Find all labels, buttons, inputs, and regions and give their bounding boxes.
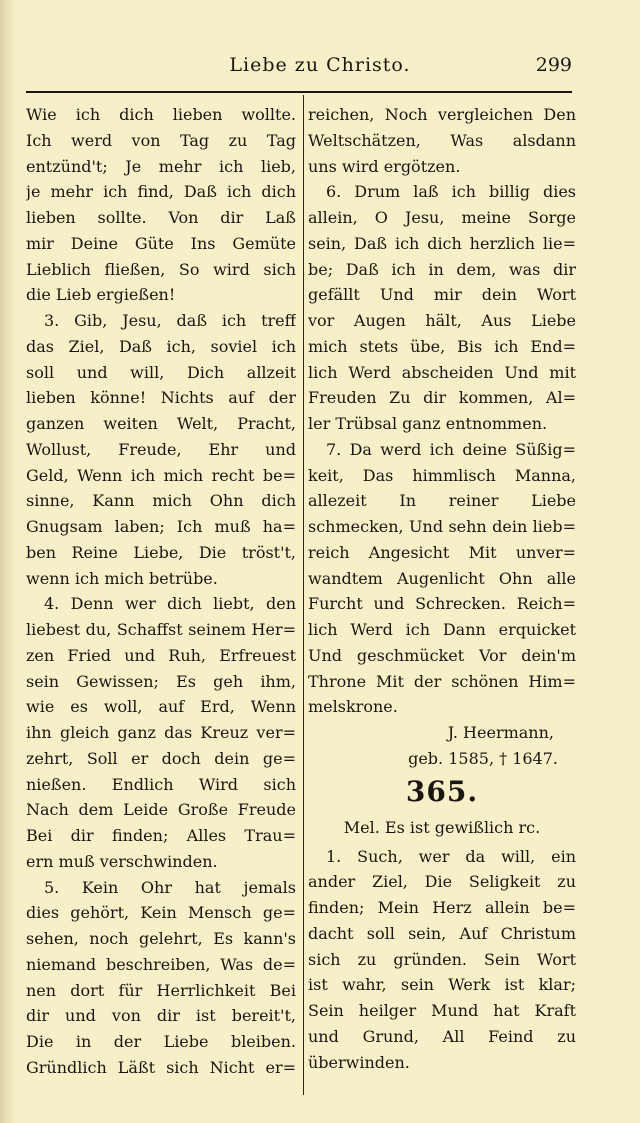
text-line: 6. Drum laß ich billig dies xyxy=(326,182,576,202)
text-line: allezeit In reiner Liebe xyxy=(308,491,576,511)
text-line: vor Augen hält, Aus Liebe xyxy=(308,311,576,330)
text-line: sinne, Kann mich Ohn dich xyxy=(26,491,296,511)
text-line: uns wird ergötzen. xyxy=(308,156,461,176)
text-line: zen Fried und Ruh, Erfreuest xyxy=(26,645,296,665)
text-line: ben Reine Liebe, Die tröst't, xyxy=(26,542,296,562)
text-line: überwinden. xyxy=(308,1052,410,1072)
text-line: reichen, Noch vergleichen Den xyxy=(308,105,576,124)
text-line: mich stets übe, Bis ich End= xyxy=(308,336,576,356)
text-line: reich Angesicht Mit unver= xyxy=(308,542,576,562)
text-line: Wollust, Freude, Ehr und xyxy=(26,439,296,459)
text-line: Geld, Wenn ich mich recht be= xyxy=(26,465,296,485)
header-rule xyxy=(26,91,572,93)
text-line: dies gehört, Kein Mensch ge= xyxy=(26,903,296,923)
text-line: nießen. Endlich Wird sich xyxy=(26,774,296,794)
text-line: entzünd't; Je mehr ich lieb, xyxy=(26,156,296,176)
author-dates: geb. 1585, † 1647. xyxy=(408,748,558,768)
text-line: Und geschmücket Vor dein'm xyxy=(308,645,576,665)
melody-line: Mel. Es ist gewißlich rc. xyxy=(343,817,541,837)
right-column-text-bottom xyxy=(308,844,576,1076)
text-line: Throne Mit der schönen Him= xyxy=(308,671,576,691)
text-line: sehen, noch gelehrt, Es kann's xyxy=(26,929,296,948)
running-title: Liebe zu Christo. xyxy=(229,54,411,76)
text-line: lich Werd ich Dann erquicket xyxy=(308,620,576,639)
text-line: 3. Gib, Jesu, daß ich treff xyxy=(44,311,296,330)
right-column xyxy=(308,102,576,1075)
text-line: keit, Das himmlisch Manna, xyxy=(308,465,576,485)
text-line: ler Trübsal ganz entnommen. xyxy=(308,414,548,433)
text-line: Furcht und Schrecken. Reich= xyxy=(308,594,576,614)
text-line: das Ziel, Daß ich, soviel ich xyxy=(26,336,296,356)
text-line: sein Gewissen; Es geh ihm, xyxy=(26,671,296,691)
text-line: die Lieb ergießen! xyxy=(26,285,176,305)
text-line: Gnugsam laben; Ich muß ha= xyxy=(26,517,296,536)
text-line: 7. Da werd ich deine Süßig= xyxy=(326,439,576,459)
column-divider xyxy=(303,95,304,1095)
text-line: melskrone. xyxy=(308,697,398,717)
text-line: Die in der Liebe bleiben. xyxy=(26,1032,296,1051)
text-line: allein, O Jesu, meine Sorge xyxy=(308,208,576,227)
text-line: schmecken, Und sehn dein lieb= xyxy=(308,517,576,536)
text-line: 5. Kein Ohr hat jemals xyxy=(44,877,296,897)
text-line: wenn ich mich betrübe. xyxy=(26,568,218,588)
text-line: ihn gleich ganz das Kreuz ver= xyxy=(26,723,296,742)
text-line: gefällt Und mir dein Wort xyxy=(308,285,576,305)
text-line: soll und will, Dich allzeit xyxy=(26,362,296,382)
text-line: Freuden Zu dir kommen, Al= xyxy=(308,388,576,408)
text-line: Lieblich fließen, So wird sich xyxy=(26,259,296,279)
text-line: dir und von dir ist bereit't, xyxy=(26,1006,296,1026)
text-line: Ich werd von Tag zu Tag xyxy=(26,130,296,150)
text-line: nen dort für Herrlichkeit Bei xyxy=(26,980,296,1000)
text-line: ander Ziel, Die Seligkeit zu xyxy=(308,872,576,892)
right-column-text-top xyxy=(308,102,576,720)
text-line: Nach dem Leide Große Freude xyxy=(26,800,296,820)
text-line: lieben sollte. Von dir Laß xyxy=(26,208,296,227)
text-line: niemand beschreiben, Was de= xyxy=(26,954,296,974)
text-line: ist wahr, sein Werk ist klar; xyxy=(308,975,576,995)
text-line: dacht soll sein, Auf Christum xyxy=(308,923,576,943)
text-line: Sein heilger Mund hat Kraft xyxy=(308,1001,576,1020)
text-line: 1. Such, wer da will, ein xyxy=(326,846,576,866)
text-line: zehrt, Soll er doch dein ge= xyxy=(26,748,296,768)
text-line: be; Daß ich in dem, was dir xyxy=(308,259,576,279)
text-line: 4. Denn wer dich liebt, den xyxy=(44,594,296,614)
text-line: mir Deine Güte Ins Gemüte xyxy=(26,233,296,253)
text-line: und Grund, All Feind zu xyxy=(308,1026,576,1046)
page-number: 299 xyxy=(535,54,572,76)
text-line: lich Werd abscheiden Und mit xyxy=(308,362,576,382)
text-line: ganzen weiten Welt, Pracht, xyxy=(26,414,296,433)
text-line: Weltschätzen, Was alsdann xyxy=(308,130,576,150)
text-line: je mehr ich find, Daß ich dich xyxy=(26,182,296,202)
text-line: Wie ich dich lieben wollte. xyxy=(26,105,296,124)
hymn-number: 365. xyxy=(405,774,479,808)
text-line: sich zu gründen. Sein Wort xyxy=(308,949,576,969)
left-column xyxy=(26,102,296,1081)
text-line: liebest du, Schaffst seinem Her= xyxy=(26,620,296,639)
author-signature: J. Heermann, xyxy=(447,723,554,742)
text-line: wandtem Augenlicht Ohn alle xyxy=(308,568,576,588)
text-line: finden; Mein Herz allein be= xyxy=(308,898,576,917)
text-line: lieben könne! Nichts auf der xyxy=(26,388,296,408)
text-line: Bei dir finden; Alles Trau= xyxy=(26,826,296,845)
text-line: ern muß verschwinden. xyxy=(26,851,218,871)
text-line: Gründlich Läßt sich Nicht er= xyxy=(26,1057,296,1077)
text-line: wie es woll, auf Erd, Wenn xyxy=(26,697,296,717)
text-line: sein, Daß ich dich herzlich lie= xyxy=(308,233,576,253)
page-edge-shadow xyxy=(0,0,16,1123)
